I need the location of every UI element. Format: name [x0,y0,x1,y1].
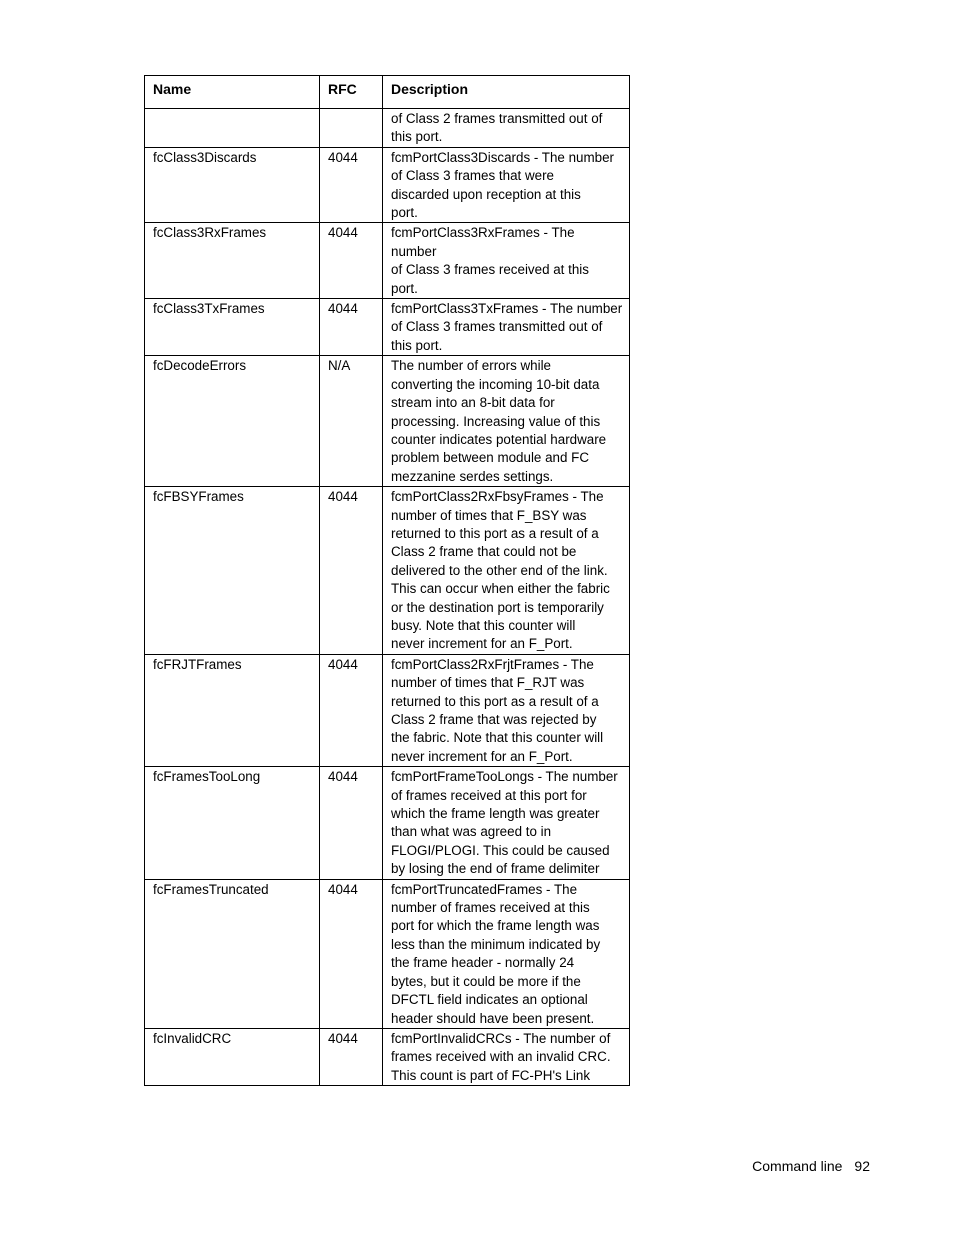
table-row [145,654,630,766]
cell-description: fcmPortClass2RxFrjtFrames - The number of times that F_RJT was returned to this port as a result of a Class 2 frame that was rejected by the fabric. Note that this counter will never increment for an F_Port. [383,654,630,766]
cell-name: fcClass3Discards [145,147,320,223]
table-row [145,879,630,1028]
cell-description: fcmPortClass3TxFrames - The number of Class 3 frames transmitted out of this port. [383,299,630,356]
table-row [145,109,630,148]
header-rfc: RFC [320,76,383,109]
cell-name: fcClass3RxFrames [145,223,320,299]
cell-description: The number of errors while converting the incoming 10-bit data stream into an 8-bit data for processing. Increasing value of this counter indicates potential hardware problem between module and FC mezzanine serdes settings. [383,356,630,487]
page-footer [752,1158,870,1174]
table-header-row [145,76,630,109]
cell-name: fcInvalidCRC [145,1028,320,1085]
cell-description: fcmPortClass3Discards - The number of Class 3 frames that were discarded upon reception at this port. [383,147,630,223]
cell-rfc: 4044 [320,879,383,1028]
table-row [145,299,630,356]
cell-name: fcDecodeErrors [145,356,320,487]
counters-table [144,75,630,1086]
cell-description: fcmPortClass3RxFrames - The number of Class 3 frames received at this port. [383,223,630,299]
table-row [145,223,630,299]
cell-description: fcmPortClass2RxFbsyFrames - The number of times that F_BSY was returned to this port as a result of a Class 2 frame that could not be delivered to the other end of the link. This can occur when either the fabric or the destination port is temporarily busy. Note that this counter will never increment for an F_Port. [383,487,630,655]
table-row [145,147,630,223]
cell-description: of Class 2 frames transmitted out of this port. [383,109,630,148]
cell-rfc: 4044 [320,299,383,356]
cell-name: fcClass3TxFrames [145,299,320,356]
footer-section: Command line [752,1158,843,1174]
table-row [145,1028,630,1085]
cell-rfc: 4044 [320,487,383,655]
table-row [145,767,630,879]
table-row [145,356,630,487]
header-description: Description [383,76,630,109]
cell-name [145,109,320,148]
cell-description: fcmPortTruncatedFrames - The number of frames received at this port for which the frame length was less than the minimum indicated by the frame header - normally 24 bytes, but it could be more if the DFCTL field indicates an optional header should have been present. [383,879,630,1028]
cell-description: fcmPortInvalidCRCs - The number of frames received with an invalid CRC. This count is part of FC-PH's Link [383,1028,630,1085]
cell-rfc: 4044 [320,147,383,223]
cell-rfc: 4044 [320,767,383,879]
cell-description: fcmPortFrameTooLongs - The number of frames received at this port for which the frame length was greater than what was agreed to in FLOGI/PLOGI. This could be caused by losing the end of frame delimiter [383,767,630,879]
cell-name: fcFramesTooLong [145,767,320,879]
cell-rfc [320,109,383,148]
table-row [145,487,630,655]
cell-rfc: 4044 [320,223,383,299]
cell-rfc: 4044 [320,654,383,766]
cell-name: fcFramesTruncated [145,879,320,1028]
header-name: Name [145,76,320,109]
table-body [145,109,630,1086]
cell-name: fcFRJTFrames [145,654,320,766]
page-number: 92 [854,1158,870,1174]
cell-name: fcFBSYFrames [145,487,320,655]
cell-rfc: 4044 [320,1028,383,1085]
cell-rfc: N/A [320,356,383,487]
